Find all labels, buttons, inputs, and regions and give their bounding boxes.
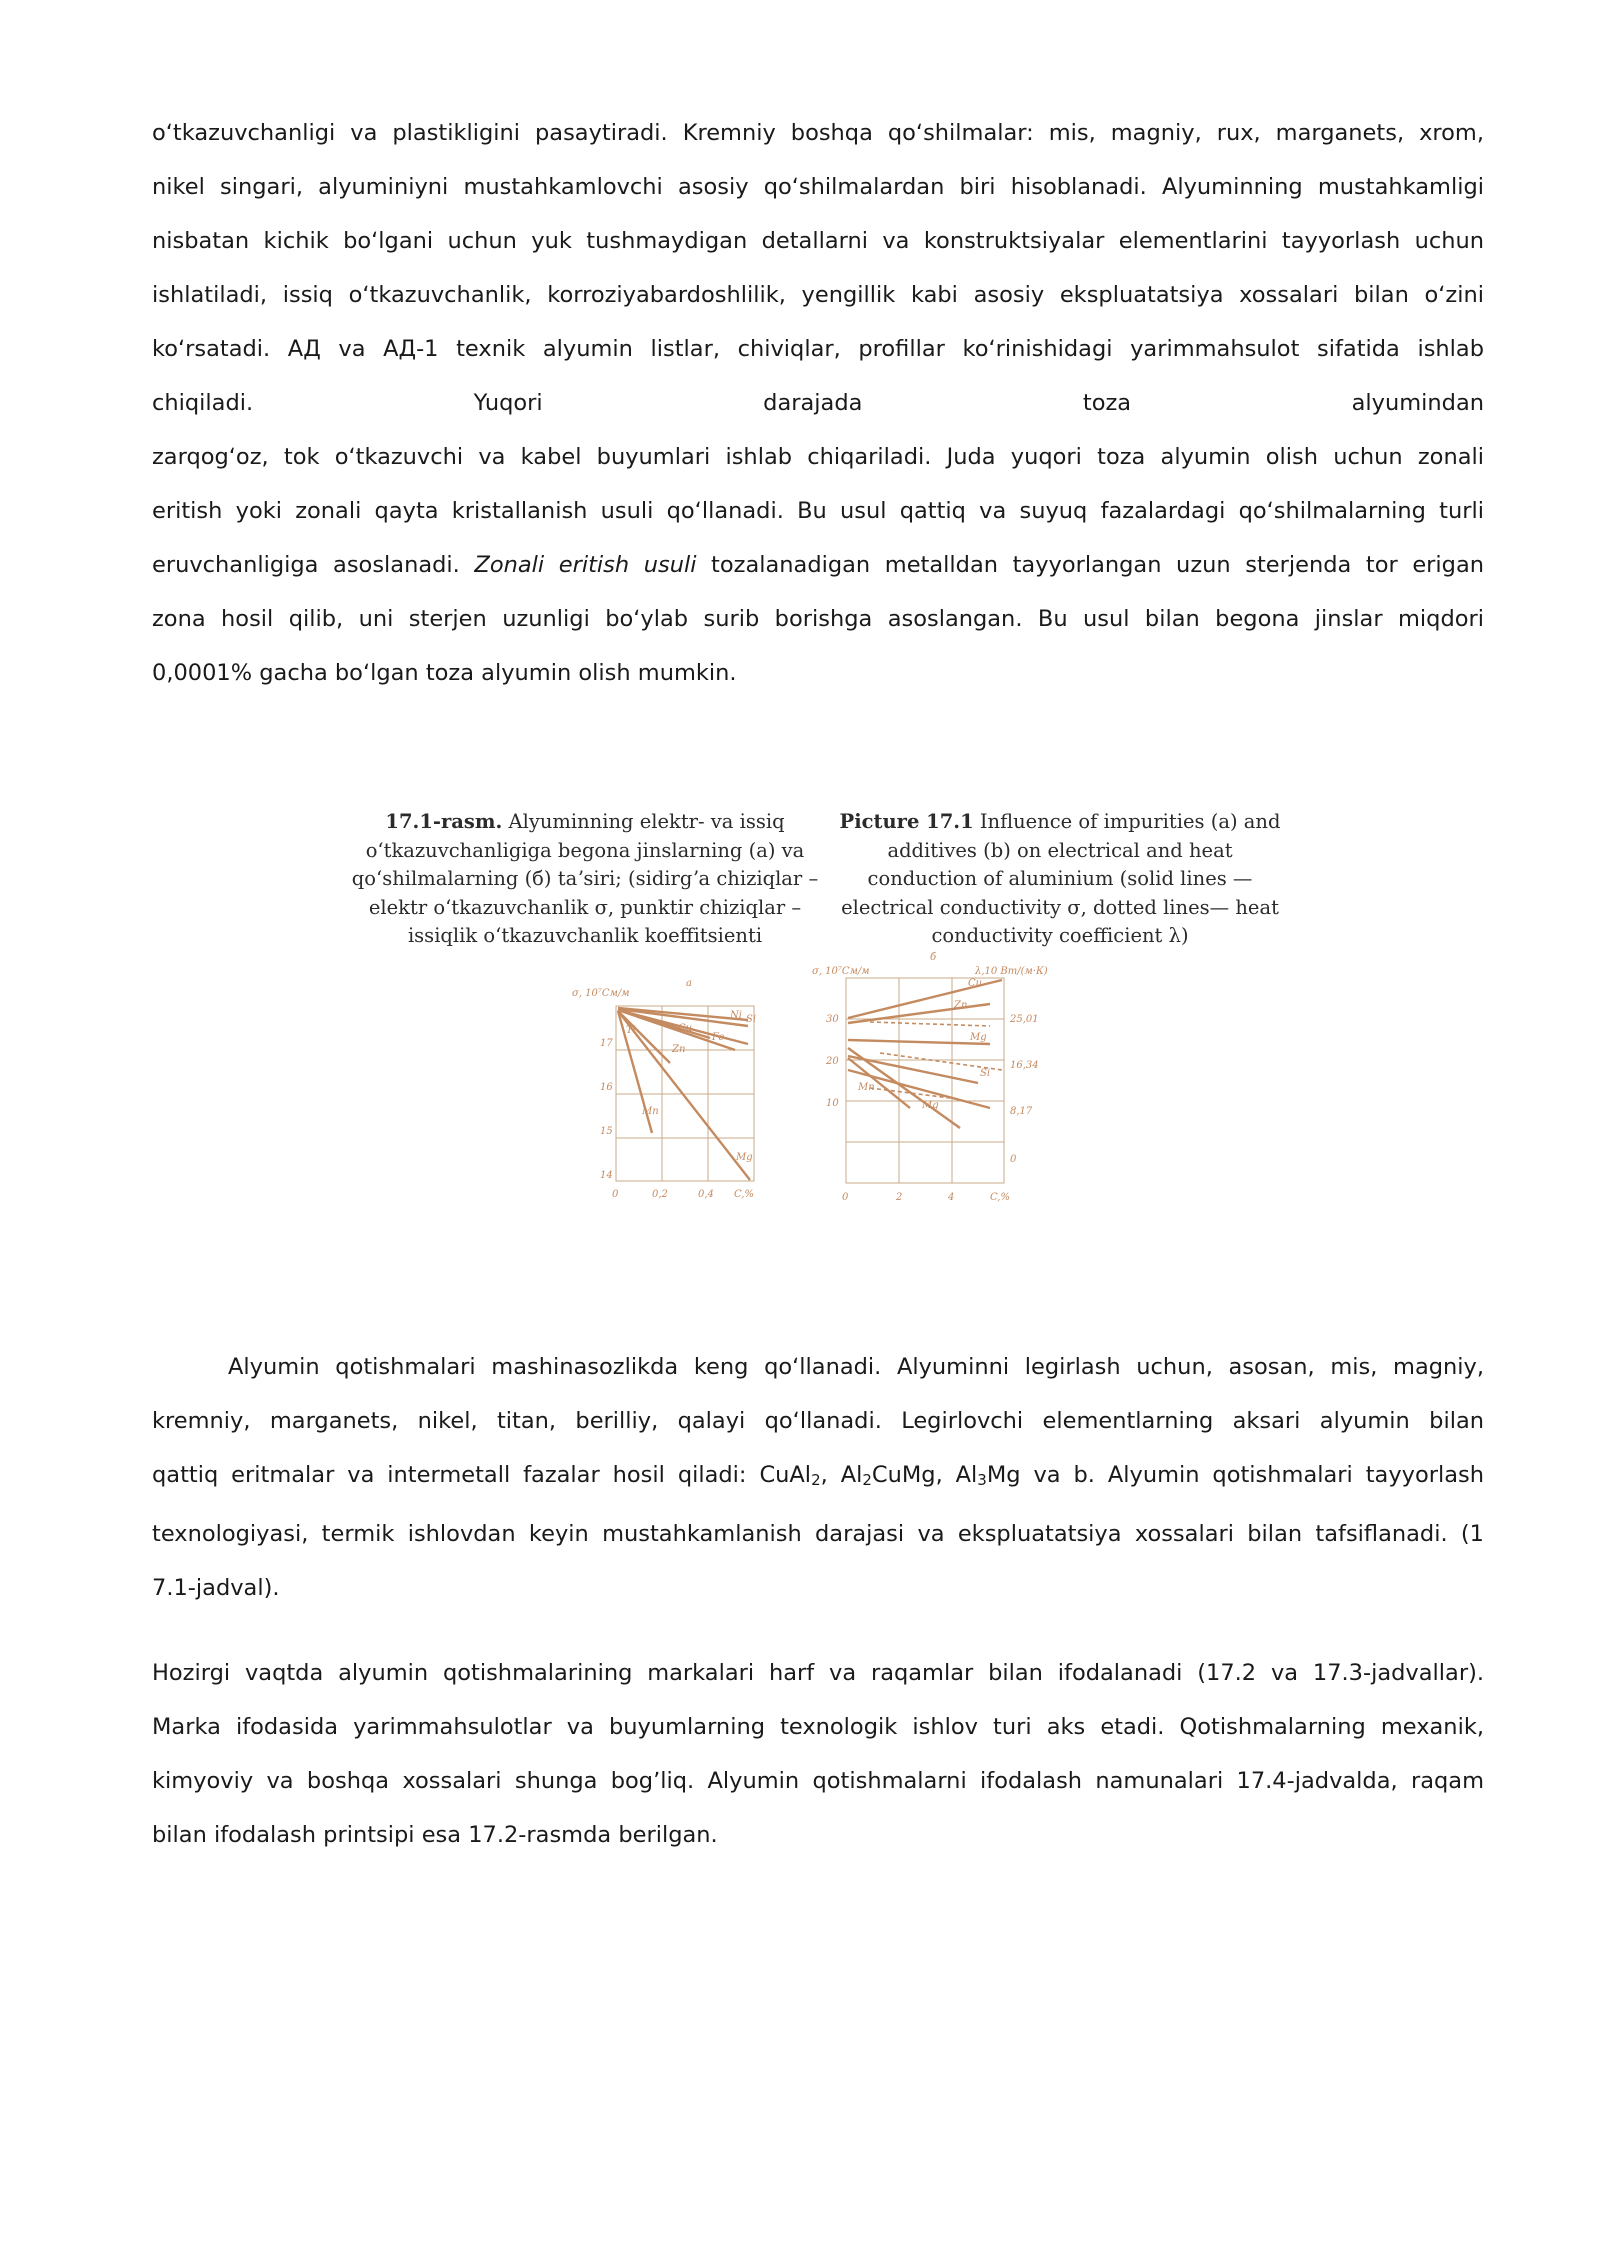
y-axis-label-left: σ, 10⁷См/м [812, 966, 870, 977]
x-unit: C,% [734, 1189, 754, 1200]
text-line: nisbatan kichik boʻlgani uchun yuk tushmaydigan detallarni va konstruktsiyalar elementlarini tayyorlash uchun [152, 228, 1484, 254]
panel-label: б [930, 952, 937, 963]
y-tick: 15 [600, 1126, 613, 1137]
text-segment: tozalanadigan metalldan tayyorlangan uzun sterjenda tor erigan [696, 552, 1484, 578]
text-segment: qattiq eritmalar va intermetall fazalar hosil qiladi: [152, 1462, 760, 1488]
series-label: Si [980, 1068, 991, 1079]
series-label: Fe [712, 1032, 725, 1043]
text-segment: eruvchanligiga asoslanadi. [152, 552, 475, 578]
y-tick-right: 25,01 [1010, 1014, 1039, 1025]
series-label: Cu [678, 1023, 693, 1034]
x-tick: 0,4 [698, 1189, 714, 1200]
text-line: zona hosil qilib, uni sterjen uzunligi boʻylab surib borishga asoslangan. Bu usul bilan begona jinslar miqdori [152, 606, 1484, 632]
caption-label: 17.1-rasm. [385, 810, 503, 833]
text-line: Marka ifodasida yarimmahsulotlar va buyumlarning texnologik ishlov turi aks etadi. Qotishmalarning mexanik, [152, 1714, 1484, 1740]
y-tick: 30 [826, 1014, 839, 1025]
series-label: Zn [672, 1044, 686, 1055]
series-label: Mg [970, 1032, 987, 1043]
text-line: bilan ifodalash printsipi esa 17.2-rasmda berilgan. [152, 1822, 718, 1848]
y-tick: 20 [826, 1056, 839, 1067]
y-tick: 16 [600, 1082, 613, 1093]
series-label: Mg [922, 1100, 939, 1111]
caption-label: Picture 17.1 [839, 810, 974, 833]
text-line: koʻrsatadi. АД va АД-1 texnik alyumin listlar, chiviqlar, profillar koʻrinishidagi yarimmahsulot sifatida ishlab [152, 336, 1484, 362]
panel-b [812, 952, 1048, 1203]
figure-17-1 [350, 808, 1310, 1208]
text-line: eritish yoki zonali qayta kristallanish usuli qoʻllanadi. Bu usul qattiq va suyuq fazalardagi qoʻshilmalarning turli [152, 498, 1484, 524]
text-line: nikel singari, alyuminiyni mustahkamlovchi asosiy qoʻshilmalardan biri hisoblanadi. Alyuminning mustahkamligi [152, 174, 1484, 200]
series-label: Zn [954, 1000, 968, 1011]
text-line [152, 1448, 1484, 1507]
panel-a [572, 978, 756, 1200]
x-tick: 2 [896, 1192, 903, 1203]
text-line: 7.1-jadval). [152, 1575, 280, 1601]
y-tick-right: 0 [1010, 1154, 1017, 1165]
x-tick: 0,2 [652, 1189, 668, 1200]
text-line: kimyoviy va boshqa xossalari shunga bogʼliq. Alyumin qotishmalarni ifodalash namunalari 17.4-jadvalda, raqam [152, 1768, 1484, 1794]
paragraph-1 [152, 106, 1484, 700]
caption-text: Influence of impurities (a) and additives (b) on electrical and heat conduction of aluminium (solid lines — electrical conductivity σ, dotted lines— heat conductivity coefficient λ) [841, 810, 1281, 947]
y-tick-right: 8,17 [1010, 1106, 1033, 1117]
series-label: Mn [642, 1106, 659, 1117]
series-label: Ni [730, 1010, 742, 1021]
y-axis-label: σ, 10⁷См/м [572, 988, 630, 999]
x-tick: 4 [948, 1192, 955, 1203]
y-tick-right: 16,34 [1010, 1060, 1039, 1071]
caption-text: Alyuminning elektr- va issiq oʻtkazuvchanligiga begona jinslarning (a) va qoʻshilmalarning (б) taʼsiri; (sidirgʼa chiziqlar – elektr oʻtkazuvchanlik σ, punktir chiziqlar – issiqlik oʻtkazuvchanlik koeffitsienti [351, 810, 819, 947]
conductivity-plots [350, 808, 1310, 1208]
panel-label: а [686, 978, 692, 989]
series-label: Cu [968, 978, 983, 989]
y-tick: 17 [600, 1038, 613, 1049]
series-label: Si [746, 1014, 757, 1025]
text-line: chiqiladi. Yuqori darajada toza alyumindan [152, 390, 1484, 416]
y-tick: 14 [600, 1170, 613, 1181]
series-label: Mg [736, 1152, 753, 1163]
series-label: Ti [626, 1025, 636, 1036]
paragraph-2 [152, 1340, 1484, 1615]
text-line [152, 538, 1484, 592]
text-line: ishlatiladi, issiq oʻtkazuvchanlik, korroziyabardoshlilik, yengillik kabi asosiy ekspluatatsiya xossalari bilan oʻzini [152, 282, 1484, 308]
series-label: Mn [858, 1082, 875, 1093]
x-unit: C,% [990, 1192, 1010, 1203]
text-line: kremniy, marganets, nikel, titan, berilliy, qalayi qoʻllanadi. Legirlovchi elementlarning aksari alyumin bilan [152, 1408, 1484, 1434]
text-line: Hozirgi vaqtda alyumin qotishmalarining markalari harf va raqamlar bilan ifodalanadi (17.2 va 17.3-jadvallar). [152, 1660, 1484, 1686]
x-tick: 0 [612, 1189, 619, 1200]
x-tick: 0 [842, 1192, 849, 1203]
text-line: oʻtkazuvchanligi va plastikligini pasaytiradi. Kremniy boshqa qoʻshilmalar: mis, magniy, rux, marganets, xrom, [152, 120, 1484, 146]
italic-term: Zonali eritish usuli [474, 552, 697, 578]
text-line: 0,0001% gacha boʻlgan toza alyumin olish mumkin. [152, 660, 737, 686]
text-line: zarqogʻoz, tok oʻtkazuvchi va kabel buyumlari ishlab chiqariladi. Juda yuqori toza alyumin olish uchun zonali [152, 444, 1484, 470]
text-line: Alyumin qotishmalari mashinasozlikda keng qoʻllanadi. Alyuminni legirlash uchun, asosan, mis, magniy, [228, 1354, 1484, 1380]
text-line: texnologiyasi, termik ishlovdan keyin mustahkamlanish darajasi va ekspluatatsiya xossalari bilan tafsiflanadi. (1 [152, 1521, 1484, 1547]
formula: CuAl$_2$, $Al_2CuMg$, $Al_3Mg$ [759, 1462, 1021, 1489]
y-axis-label-right: λ,10 Вт/(м·К) [975, 966, 1048, 977]
text-segment: va b. Alyumin qotishmalari tayyorlash [1020, 1462, 1484, 1488]
paragraph-3 [152, 1646, 1484, 1862]
y-tick: 10 [826, 1098, 839, 1109]
grid [846, 978, 1004, 1183]
